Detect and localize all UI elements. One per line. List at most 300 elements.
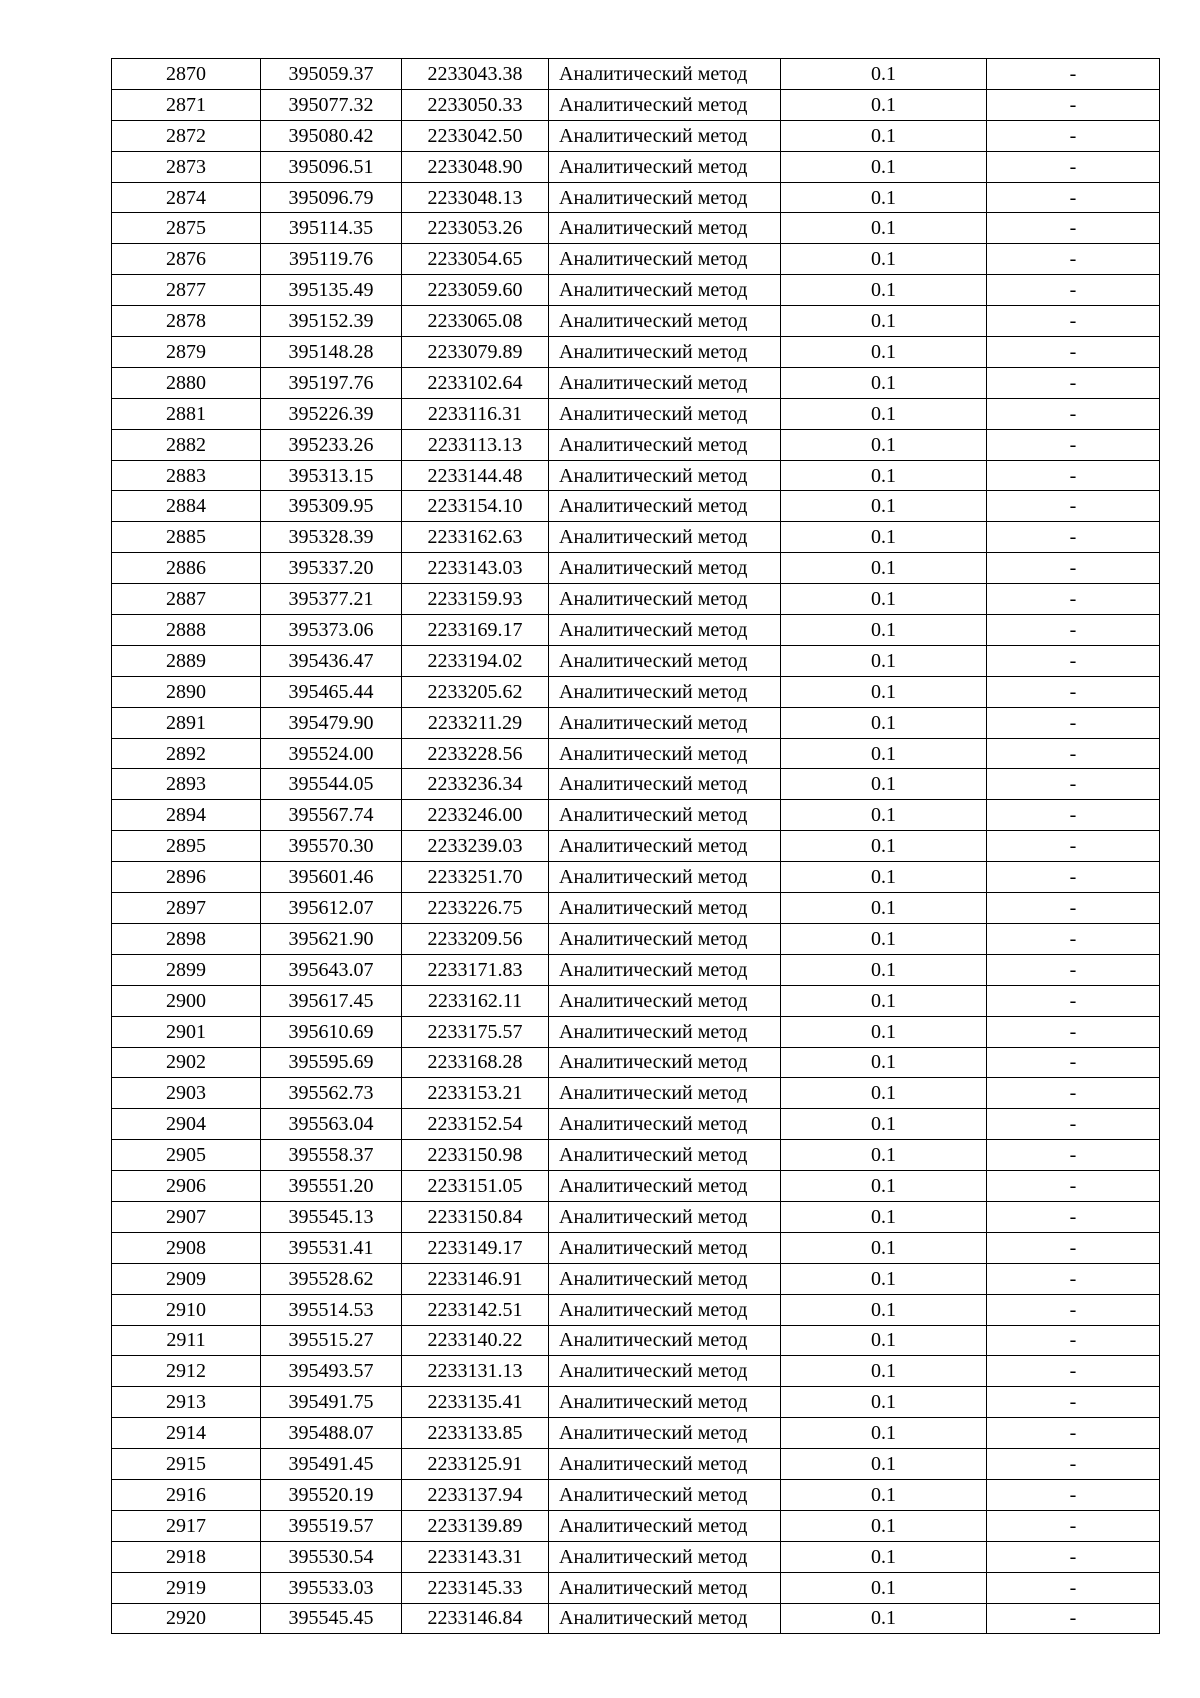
description-cell: - [987,491,1160,522]
coord-x-cell: 395226.39 [261,398,402,429]
table-row [112,367,1160,398]
coord-y-cell: 2233205.62 [402,676,549,707]
coord-x-cell: 395515.27 [261,1325,402,1356]
error-cell: 0.1 [781,1387,987,1418]
coord-y-cell: 2233043.38 [402,59,549,90]
coord-y-cell: 2233143.31 [402,1541,549,1572]
point-number-cell: 2918 [112,1541,261,1572]
description-cell: - [987,1572,1160,1603]
point-number-cell: 2888 [112,615,261,646]
coord-x-cell: 395493.57 [261,1356,402,1387]
error-cell: 0.1 [781,89,987,120]
error-cell: 0.1 [781,1479,987,1510]
description-cell: - [987,893,1160,924]
method-cell: Аналитический метод [549,1232,781,1263]
coord-x-cell: 395080.42 [261,120,402,151]
description-cell: - [987,645,1160,676]
method-cell: Аналитический метод [549,491,781,522]
coord-y-cell: 2233209.56 [402,923,549,954]
error-cell: 0.1 [781,831,987,862]
error-cell: 0.1 [781,1510,987,1541]
description-cell: - [987,1201,1160,1232]
description-cell: - [987,769,1160,800]
error-cell: 0.1 [781,522,987,553]
coord-y-cell: 2233133.85 [402,1418,549,1449]
point-number-cell: 2908 [112,1232,261,1263]
method-cell: Аналитический метод [549,893,781,924]
coord-x-cell: 395479.90 [261,707,402,738]
error-cell: 0.1 [781,59,987,90]
point-number-cell: 2874 [112,182,261,213]
coord-x-cell: 395563.04 [261,1109,402,1140]
error-cell: 0.1 [781,954,987,985]
error-cell: 0.1 [781,1449,987,1480]
point-number-cell: 2875 [112,213,261,244]
table-row [112,676,1160,707]
description-cell: - [987,244,1160,275]
error-cell: 0.1 [781,707,987,738]
point-number-cell: 2877 [112,275,261,306]
coord-y-cell: 2233169.17 [402,615,549,646]
point-number-cell: 2913 [112,1387,261,1418]
coord-x-cell: 395617.45 [261,985,402,1016]
coord-y-cell: 2233162.63 [402,522,549,553]
point-number-cell: 2916 [112,1479,261,1510]
error-cell: 0.1 [781,1109,987,1140]
coord-x-cell: 395488.07 [261,1418,402,1449]
coord-x-cell: 395135.49 [261,275,402,306]
error-cell: 0.1 [781,615,987,646]
point-number-cell: 2880 [112,367,261,398]
description-cell: - [987,1109,1160,1140]
point-number-cell: 2885 [112,522,261,553]
error-cell: 0.1 [781,306,987,337]
error-cell: 0.1 [781,1263,987,1294]
table-row [112,645,1160,676]
table-row [112,398,1160,429]
description-cell: - [987,800,1160,831]
point-number-cell: 2870 [112,59,261,90]
point-number-cell: 2891 [112,707,261,738]
description-cell: - [987,923,1160,954]
error-cell: 0.1 [781,244,987,275]
coord-y-cell: 2233048.90 [402,151,549,182]
method-cell: Аналитический метод [549,213,781,244]
coord-y-cell: 2233154.10 [402,491,549,522]
coord-y-cell: 2233137.94 [402,1479,549,1510]
error-cell: 0.1 [781,1356,987,1387]
coord-y-cell: 2233152.54 [402,1109,549,1140]
table-row [112,1603,1160,1634]
table-row [112,584,1160,615]
description-cell: - [987,59,1160,90]
coord-x-cell: 395465.44 [261,676,402,707]
coord-x-cell: 395601.46 [261,862,402,893]
coord-x-cell: 395612.07 [261,893,402,924]
method-cell: Аналитический метод [549,553,781,584]
coord-y-cell: 2233226.75 [402,893,549,924]
method-cell: Аналитический метод [549,275,781,306]
coord-y-cell: 2233168.28 [402,1047,549,1078]
coord-y-cell: 2233145.33 [402,1572,549,1603]
coord-y-cell: 2233194.02 [402,645,549,676]
method-cell: Аналитический метод [549,1572,781,1603]
description-cell: - [987,1603,1160,1634]
error-cell: 0.1 [781,460,987,491]
description-cell: - [987,1418,1160,1449]
description-cell: - [987,1449,1160,1480]
point-number-cell: 2906 [112,1171,261,1202]
coord-x-cell: 395520.19 [261,1479,402,1510]
description-cell: - [987,275,1160,306]
point-number-cell: 2914 [112,1418,261,1449]
coord-y-cell: 2233153.21 [402,1078,549,1109]
error-cell: 0.1 [781,676,987,707]
method-cell: Аналитический метод [549,59,781,90]
error-cell: 0.1 [781,367,987,398]
table-row [112,1232,1160,1263]
coord-x-cell: 395328.39 [261,522,402,553]
table-row [112,1479,1160,1510]
description-cell: - [987,1294,1160,1325]
coord-x-cell: 395313.15 [261,460,402,491]
point-number-cell: 2890 [112,676,261,707]
point-number-cell: 2887 [112,584,261,615]
description-cell: - [987,985,1160,1016]
error-cell: 0.1 [781,893,987,924]
coord-y-cell: 2233239.03 [402,831,549,862]
point-number-cell: 2904 [112,1109,261,1140]
error-cell: 0.1 [781,862,987,893]
method-cell: Аналитический метод [549,862,781,893]
table-row [112,769,1160,800]
coord-x-cell: 395533.03 [261,1572,402,1603]
coordinates-table [111,58,1160,1634]
point-number-cell: 2884 [112,491,261,522]
error-cell: 0.1 [781,337,987,368]
method-cell: Аналитический метод [549,1541,781,1572]
point-number-cell: 2900 [112,985,261,1016]
table-row [112,151,1160,182]
description-cell: - [987,213,1160,244]
coord-y-cell: 2233065.08 [402,306,549,337]
table-row [112,831,1160,862]
coord-y-cell: 2233054.65 [402,244,549,275]
description-cell: - [987,1479,1160,1510]
coord-y-cell: 2233143.03 [402,553,549,584]
coord-x-cell: 395096.51 [261,151,402,182]
point-number-cell: 2907 [112,1201,261,1232]
description-cell: - [987,460,1160,491]
error-cell: 0.1 [781,398,987,429]
table-row [112,1109,1160,1140]
coord-y-cell: 2233146.84 [402,1603,549,1634]
description-cell: - [987,182,1160,213]
table-row [112,923,1160,954]
coord-y-cell: 2233079.89 [402,337,549,368]
coord-y-cell: 2233131.13 [402,1356,549,1387]
coord-y-cell: 2233116.31 [402,398,549,429]
point-number-cell: 2920 [112,1603,261,1634]
table-row [112,707,1160,738]
error-cell: 0.1 [781,275,987,306]
table-row [112,244,1160,275]
error-cell: 0.1 [781,1541,987,1572]
table-row [112,615,1160,646]
table-row [112,954,1160,985]
coord-x-cell: 395152.39 [261,306,402,337]
error-cell: 0.1 [781,1016,987,1047]
description-cell: - [987,429,1160,460]
description-cell: - [987,831,1160,862]
coord-y-cell: 2233146.91 [402,1263,549,1294]
point-number-cell: 2889 [112,645,261,676]
description-cell: - [987,1263,1160,1294]
coord-x-cell: 395610.69 [261,1016,402,1047]
description-cell: - [987,367,1160,398]
coord-y-cell: 2233251.70 [402,862,549,893]
point-number-cell: 2903 [112,1078,261,1109]
point-number-cell: 2910 [112,1294,261,1325]
point-number-cell: 2896 [112,862,261,893]
coord-y-cell: 2233053.26 [402,213,549,244]
table-row [112,275,1160,306]
coord-x-cell: 395545.45 [261,1603,402,1634]
error-cell: 0.1 [781,213,987,244]
coord-y-cell: 2233059.60 [402,275,549,306]
table-row [112,1140,1160,1171]
method-cell: Аналитический метод [549,151,781,182]
error-cell: 0.1 [781,1418,987,1449]
description-cell: - [987,1325,1160,1356]
coord-x-cell: 395309.95 [261,491,402,522]
description-cell: - [987,676,1160,707]
description-cell: - [987,151,1160,182]
method-cell: Аналитический метод [549,337,781,368]
error-cell: 0.1 [781,120,987,151]
coord-y-cell: 2233139.89 [402,1510,549,1541]
coord-y-cell: 2233050.33 [402,89,549,120]
point-number-cell: 2909 [112,1263,261,1294]
description-cell: - [987,584,1160,615]
method-cell: Аналитический метод [549,398,781,429]
point-number-cell: 2882 [112,429,261,460]
table-row [112,1201,1160,1232]
coord-x-cell: 395530.54 [261,1541,402,1572]
error-cell: 0.1 [781,1171,987,1202]
coord-x-cell: 395148.28 [261,337,402,368]
coord-x-cell: 395077.32 [261,89,402,120]
method-cell: Аналитический метод [549,1294,781,1325]
coord-x-cell: 395595.69 [261,1047,402,1078]
coord-x-cell: 395524.00 [261,738,402,769]
coord-y-cell: 2233171.83 [402,954,549,985]
table-row [112,429,1160,460]
error-cell: 0.1 [781,1572,987,1603]
coord-y-cell: 2233144.48 [402,460,549,491]
method-cell: Аналитический метод [549,1418,781,1449]
error-cell: 0.1 [781,429,987,460]
table-row [112,1510,1160,1541]
error-cell: 0.1 [781,1232,987,1263]
description-cell: - [987,398,1160,429]
method-cell: Аналитический метод [549,800,781,831]
coord-y-cell: 2233159.93 [402,584,549,615]
coord-y-cell: 2233142.51 [402,1294,549,1325]
table-row [112,89,1160,120]
description-cell: - [987,954,1160,985]
error-cell: 0.1 [781,491,987,522]
coord-x-cell: 395643.07 [261,954,402,985]
method-cell: Аналитический метод [549,1047,781,1078]
point-number-cell: 2886 [112,553,261,584]
description-cell: - [987,1232,1160,1263]
table-row [112,337,1160,368]
point-number-cell: 2915 [112,1449,261,1480]
table-row [112,893,1160,924]
coord-x-cell: 395197.76 [261,367,402,398]
point-number-cell: 2911 [112,1325,261,1356]
coord-y-cell: 2233211.29 [402,707,549,738]
table-row [112,306,1160,337]
table-row [112,1356,1160,1387]
coord-x-cell: 395528.62 [261,1263,402,1294]
method-cell: Аналитический метод [549,676,781,707]
method-cell: Аналитический метод [549,584,781,615]
description-cell: - [987,1171,1160,1202]
point-number-cell: 2871 [112,89,261,120]
table-row [112,460,1160,491]
method-cell: Аналитический метод [549,615,781,646]
coord-y-cell: 2233246.00 [402,800,549,831]
coord-x-cell: 395096.79 [261,182,402,213]
method-cell: Аналитический метод [549,1479,781,1510]
table-row [112,1572,1160,1603]
point-number-cell: 2872 [112,120,261,151]
method-cell: Аналитический метод [549,1325,781,1356]
coord-y-cell: 2233048.13 [402,182,549,213]
table-row [112,800,1160,831]
method-cell: Аналитический метод [549,460,781,491]
description-cell: - [987,1387,1160,1418]
coord-x-cell: 395621.90 [261,923,402,954]
error-cell: 0.1 [781,1325,987,1356]
description-cell: - [987,1078,1160,1109]
table-row [112,213,1160,244]
coord-y-cell: 2233236.34 [402,769,549,800]
point-number-cell: 2892 [112,738,261,769]
method-cell: Аналитический метод [549,120,781,151]
error-cell: 0.1 [781,923,987,954]
table-row [112,59,1160,90]
table-row [112,985,1160,1016]
point-number-cell: 2876 [112,244,261,275]
point-number-cell: 2895 [112,831,261,862]
method-cell: Аналитический метод [549,306,781,337]
table-row [112,862,1160,893]
table-row [112,120,1160,151]
method-cell: Аналитический метод [549,1016,781,1047]
point-number-cell: 2881 [112,398,261,429]
coord-x-cell: 395233.26 [261,429,402,460]
coord-y-cell: 2233175.57 [402,1016,549,1047]
table-row [112,738,1160,769]
table-row [112,1263,1160,1294]
method-cell: Аналитический метод [549,1171,781,1202]
table-row [112,1171,1160,1202]
description-cell: - [987,738,1160,769]
method-cell: Аналитический метод [549,769,781,800]
coord-x-cell: 395567.74 [261,800,402,831]
coord-x-cell: 395519.57 [261,1510,402,1541]
method-cell: Аналитический метод [549,1263,781,1294]
error-cell: 0.1 [781,1078,987,1109]
coord-x-cell: 395531.41 [261,1232,402,1263]
method-cell: Аналитический метод [549,1603,781,1634]
description-cell: - [987,1140,1160,1171]
description-cell: - [987,1510,1160,1541]
coordinates-table-body [112,59,1160,1634]
description-cell: - [987,1016,1160,1047]
table-row [112,1387,1160,1418]
method-cell: Аналитический метод [549,954,781,985]
error-cell: 0.1 [781,553,987,584]
description-cell: - [987,306,1160,337]
description-cell: - [987,337,1160,368]
error-cell: 0.1 [781,182,987,213]
coord-x-cell: 395491.45 [261,1449,402,1480]
point-number-cell: 2873 [112,151,261,182]
description-cell: - [987,1356,1160,1387]
table-row [112,1418,1160,1449]
coord-y-cell: 2233140.22 [402,1325,549,1356]
table-row [112,522,1160,553]
coord-y-cell: 2233102.64 [402,367,549,398]
coord-x-cell: 395373.06 [261,615,402,646]
method-cell: Аналитический метод [549,244,781,275]
coord-x-cell: 395545.13 [261,1201,402,1232]
method-cell: Аналитический метод [549,367,781,398]
method-cell: Аналитический метод [549,1140,781,1171]
table-row [112,1449,1160,1480]
point-number-cell: 2902 [112,1047,261,1078]
description-cell: - [987,1541,1160,1572]
error-cell: 0.1 [781,985,987,1016]
coord-y-cell: 2233113.13 [402,429,549,460]
point-number-cell: 2905 [112,1140,261,1171]
error-cell: 0.1 [781,151,987,182]
coord-x-cell: 395514.53 [261,1294,402,1325]
coord-y-cell: 2233125.91 [402,1449,549,1480]
coord-x-cell: 395337.20 [261,553,402,584]
method-cell: Аналитический метод [549,1109,781,1140]
method-cell: Аналитический метод [549,645,781,676]
coord-y-cell: 2233149.17 [402,1232,549,1263]
method-cell: Аналитический метод [549,1449,781,1480]
coord-x-cell: 395436.47 [261,645,402,676]
description-cell: - [987,553,1160,584]
point-number-cell: 2917 [112,1510,261,1541]
point-number-cell: 2894 [112,800,261,831]
error-cell: 0.1 [781,1047,987,1078]
method-cell: Аналитический метод [549,738,781,769]
method-cell: Аналитический метод [549,923,781,954]
coord-x-cell: 395570.30 [261,831,402,862]
method-cell: Аналитический метод [549,1078,781,1109]
method-cell: Аналитический метод [549,1387,781,1418]
description-cell: - [987,707,1160,738]
error-cell: 0.1 [781,584,987,615]
